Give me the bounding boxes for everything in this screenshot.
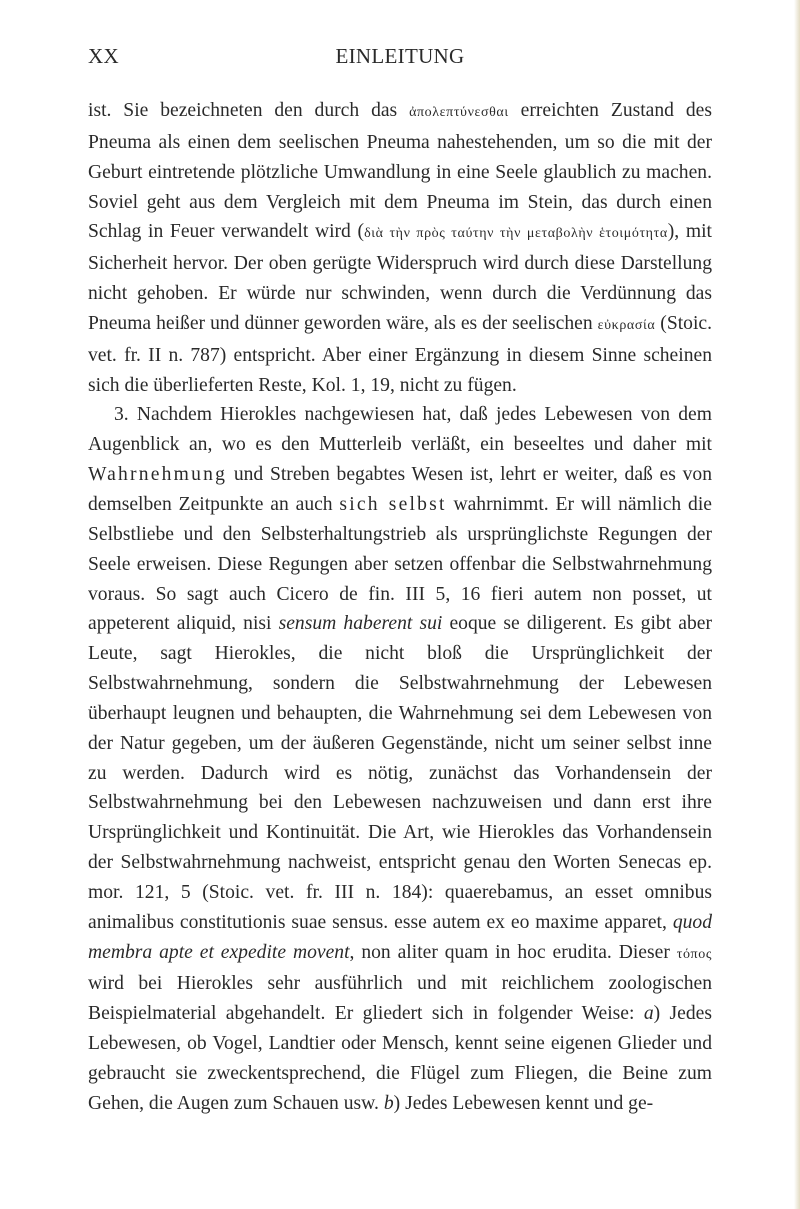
text-run: ) Jedes Lebewesen, ob Vogel, Landtier oder Mensch, kennt seine eigenen Glieder und gebraucht sie zweckentsprechend, die Flügel zum Fliegen, die Beine zum Gehen, die Augen zum Schauen usw. — [88, 1003, 712, 1114]
text-run: ist. Sie bezeichneten den durch das — [88, 100, 410, 121]
list-marker: a — [643, 1003, 654, 1025]
paragraph-1 — [88, 96, 712, 400]
emphasized-term: sich selbst — [339, 493, 447, 515]
greek-term: τόπος — [676, 946, 712, 962]
body-text — [88, 96, 712, 1119]
text-run: ), mit Sicherheit hervor. Der oben gerügte Widerspruch wird durch diese Darstellung nicht gehoben. Er würde nur schwinden, wenn durch die Verdünnung das Pneuma heißer und dünner geworden wäre, als es der seelischen — [88, 221, 712, 334]
paragraph-2 — [88, 400, 712, 1118]
greek-term: ἀπολεπτύνεσθαι — [409, 105, 509, 120]
text-run: (Stoic. vet. fr. II n. 787) entspricht. Aber einer Ergänzung in diesem Sinne scheinen sich die überlieferten Reste, Kol. 1, 19, nicht zu fügen. — [88, 312, 712, 396]
latin-quote: quod membra apte et expedite movent — [88, 911, 712, 963]
text-run: wird bei Hierokles sehr ausführlich und mit reichlichem zoologischen Beispielmaterial abgehandelt. Er gliedert sich in folgender Weise: — [88, 973, 712, 1025]
text-run: erreichten Zustand des Pneuma als einen dem seelischen Pneuma nahestehenden, um so die mit der Geburt eintretende plötzliche Umwandlung in eine Seele glaublich zu machen. Soviel geht aus dem Vergleich mit dem Pneuma im Stein, das durch einen Schlag in Feuer verwandelt wird ( — [88, 100, 712, 243]
text-run: und Streben begabtes Wesen ist, lehrt er weiter, daß es von demselben Zeitpunkte an auch — [88, 464, 712, 515]
greek-phrase: διὰ τὴν πρὸς ταύτην τὴν μεταβολὴν ἑτοιμότητα — [364, 226, 668, 242]
text-run: eoque se diligerent. Es gibt aber Leute, sagt Hierokles, die nicht bloß die Ursprünglichkeit der Selbstwahrnehmung, sondern die Selbstwahrnehmung der Lebewesen überhaupt leugnen und behaupten, die Wahrnehmung sei dem Lebewesen von der Natur gegeben, um der äußeren Gegenstände, nicht um seiner selbst inne zu werden. Dadurch wird es nötig, zunächst das Vorhandensein der Selbstwahrnehmung bei den Lebewesen nachzuweisen und dann erst ihre Ursprünglichkeit und Kontinuität. Die Art, wie Hierokles das Vorhandensein der Selbstwahrnehmung nachweist, entspricht genau den Worten Senecas ep. mor. 121, 5 (Stoic. vet. fr. III n. 184): quaerebamus, an esset omnibus animalibus constitutionis suae sensus. esse autem ex eo maxime apparet, — [88, 613, 712, 933]
page-number: XX — [88, 44, 119, 68]
text-run: , non aliter quam in hoc erudita. Dieser — [349, 941, 677, 963]
page-header — [88, 44, 712, 74]
text-run: 3. Nachdem Hierokles nachgewiesen hat, daß jedes Lebewesen von dem Augenblick an, wo es den Mutterleib verläßt, ein beseeltes und daher mit — [88, 404, 712, 456]
latin-quote: sensum haberent sui — [278, 613, 443, 635]
emphasized-term: Wahrnehmung — [88, 464, 228, 486]
greek-term: εὐκρασία — [597, 317, 656, 333]
text-run: wahrnimmt. Er will nämlich die Selbstliebe und den Selbsterhaltungstrieb als ursprünglichste Regungen der Seele erweisen. Diese Regungen aber setzen offenbar die Selbstwahrnehmung voraus. So sagt auch Cicero de fin. III 5, 16 fieri autem non posset, ut appeterent aliquid, nisi — [88, 493, 712, 635]
text-run: ) Jedes Lebewesen kennt und ge- — [393, 1092, 654, 1114]
list-marker: b — [383, 1092, 394, 1114]
page-edge-shadow — [794, 0, 800, 1209]
running-title: EINLEITUNG — [335, 44, 465, 68]
